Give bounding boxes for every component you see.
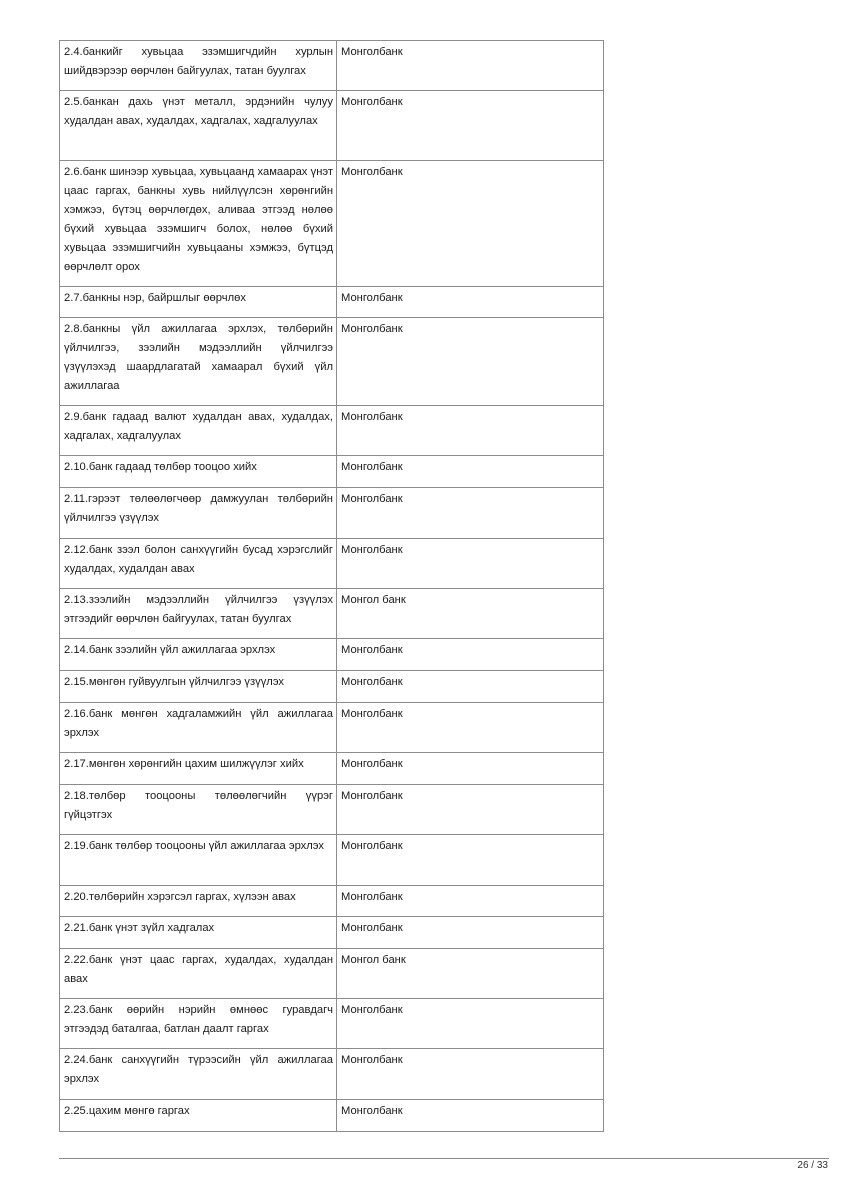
authority-cell: Монголбанк <box>337 91 604 161</box>
authority-cell: Монголбанк <box>337 785 604 835</box>
activity-cell: 2.7.банкны нэр, байршлыг өөрчлөх <box>60 287 337 318</box>
authority-cell: Монголбанк <box>337 539 604 589</box>
authority-cell: Монгол банк <box>337 589 604 639</box>
table-row <box>60 671 604 703</box>
activity-cell: 2.11.гэрээт төлөөлөгчөөр дамжуулан төлбөрийн үйлчилгээ үзүүлэх <box>60 488 337 539</box>
activity-cell: 2.12.банк зээл болон санхүүгийн бусад хэрэгслийг худалдах, худалдан авах <box>60 539 337 589</box>
activity-cell: 2.22.банк үнэт цаас гаргах, худалдах, худалдан авах <box>60 949 337 999</box>
authority-cell: Монголбанк <box>337 835 604 886</box>
table-row <box>60 91 604 161</box>
table-row <box>60 406 604 456</box>
authority-cell: Монголбанк <box>337 1100 604 1132</box>
activity-cell: 2.25.цахим мөнгө гаргах <box>60 1100 337 1132</box>
authority-cell: Монголбанк <box>337 287 604 318</box>
table-row <box>60 1049 604 1100</box>
table-row <box>60 287 604 318</box>
authority-cell: Монголбанк <box>337 753 604 785</box>
table-row <box>60 539 604 589</box>
table-row <box>60 999 604 1049</box>
activity-table <box>59 40 604 1132</box>
activity-cell: 2.18.төлбөр тооцооны төлөөлөгчийн үүрэг гүйцэтгэх <box>60 785 337 835</box>
activity-cell: 2.24.банк санхүүгийн түрээсийн үйл ажиллагаа эрхлэх <box>60 1049 337 1100</box>
authority-cell: Монголбанк <box>337 318 604 406</box>
activity-cell: 2.20.төлбөрийн хэрэгсэл гаргах, хүлээн авах <box>60 886 337 917</box>
table-row <box>60 949 604 999</box>
table-row <box>60 161 604 287</box>
table-row <box>60 917 604 949</box>
activity-table-body <box>60 41 604 1132</box>
authority-cell: Монголбанк <box>337 703 604 753</box>
table-row <box>60 639 604 671</box>
authority-cell: Монгол банк <box>337 949 604 999</box>
activity-cell: 2.16.банк мөнгөн хадгаламжийн үйл ажиллагаа эрхлэх <box>60 703 337 753</box>
authority-cell: Монголбанк <box>337 917 604 949</box>
activity-cell: 2.9.банк гадаад валют худалдан авах, худалдах, хадгалах, хадгалуулах <box>60 406 337 456</box>
authority-cell: Монголбанк <box>337 1049 604 1100</box>
table-row <box>60 589 604 639</box>
activity-cell: 2.4.банкийг хувьцаа эзэмшигчдийн хурлын шийдвэрээр өөрчлөн байгуулах, татан буулгах <box>60 41 337 91</box>
authority-cell: Монголбанк <box>337 639 604 671</box>
authority-cell: Монголбанк <box>337 406 604 456</box>
authority-cell: Монголбанк <box>337 488 604 539</box>
activity-cell: 2.6.банк шинээр хувьцаа, хувьцаанд хамаарах үнэт цаас гаргах, банкны хувь нийлүүлсэн хөрөнгийн хэмжээ, бүтэц өөрчлөгдөх, аливаа этгээд нөлөө бүхий хувьцаа эзэмшигч болох, нөлөө бүхий хувьцаа эзэмшигчийн хувьцааны хэмжээ, бүтцэд өөрчлөлт орох <box>60 161 337 287</box>
table-row <box>60 456 604 488</box>
authority-cell: Монголбанк <box>337 41 604 91</box>
page-number: 26 / 33 <box>797 1160 828 1171</box>
activity-cell: 2.5.банкан дахь үнэт металл, эрдэнийн чулуу худалдан авах, худалдах, хадгалах, хадгалуулах <box>60 91 337 161</box>
table-row <box>60 488 604 539</box>
table-row <box>60 1100 604 1132</box>
activity-cell: 2.8.банкны үйл ажиллагаа эрхлэх, төлбөрийн үйлчилгээ, зээлийн мэдээллийн үйлчилгээ үзүүлэхэд шаардлагатай хамаарал бүхий үйл ажиллагаа <box>60 318 337 406</box>
activity-cell: 2.10.банк гадаад төлбөр тооцоо хийх <box>60 456 337 488</box>
authority-cell: Монголбанк <box>337 886 604 917</box>
table-row <box>60 886 604 917</box>
activity-cell: 2.15.мөнгөн гуйвуулгын үйлчилгээ үзүүлэх <box>60 671 337 703</box>
activity-cell: 2.19.банк төлбөр тооцооны үйл ажиллагаа эрхлэх <box>60 835 337 886</box>
authority-cell: Монголбанк <box>337 999 604 1049</box>
activity-cell: 2.14.банк зээлийн үйл ажиллагаа эрхлэх <box>60 639 337 671</box>
footer-divider <box>59 1158 829 1159</box>
table-row <box>60 835 604 886</box>
table-row <box>60 703 604 753</box>
activity-cell: 2.21.банк үнэт зүйл хадгалах <box>60 917 337 949</box>
table-row <box>60 753 604 785</box>
authority-cell: Монголбанк <box>337 161 604 287</box>
table-row <box>60 785 604 835</box>
activity-cell: 2.13.зээлийн мэдээллийн үйлчилгээ үзүүлэх этгээдийг өөрчлөн байгуулах, татан буулгах <box>60 589 337 639</box>
authority-cell: Монголбанк <box>337 671 604 703</box>
authority-cell: Монголбанк <box>337 456 604 488</box>
table-row <box>60 318 604 406</box>
table-row <box>60 41 604 91</box>
activity-cell: 2.23.банк өөрийн нэрийн өмнөөс гуравдагч этгээдэд баталгаа, батлан даалт гаргах <box>60 999 337 1049</box>
activity-cell: 2.17.мөнгөн хөрөнгийн цахим шилжүүлэг хийх <box>60 753 337 785</box>
